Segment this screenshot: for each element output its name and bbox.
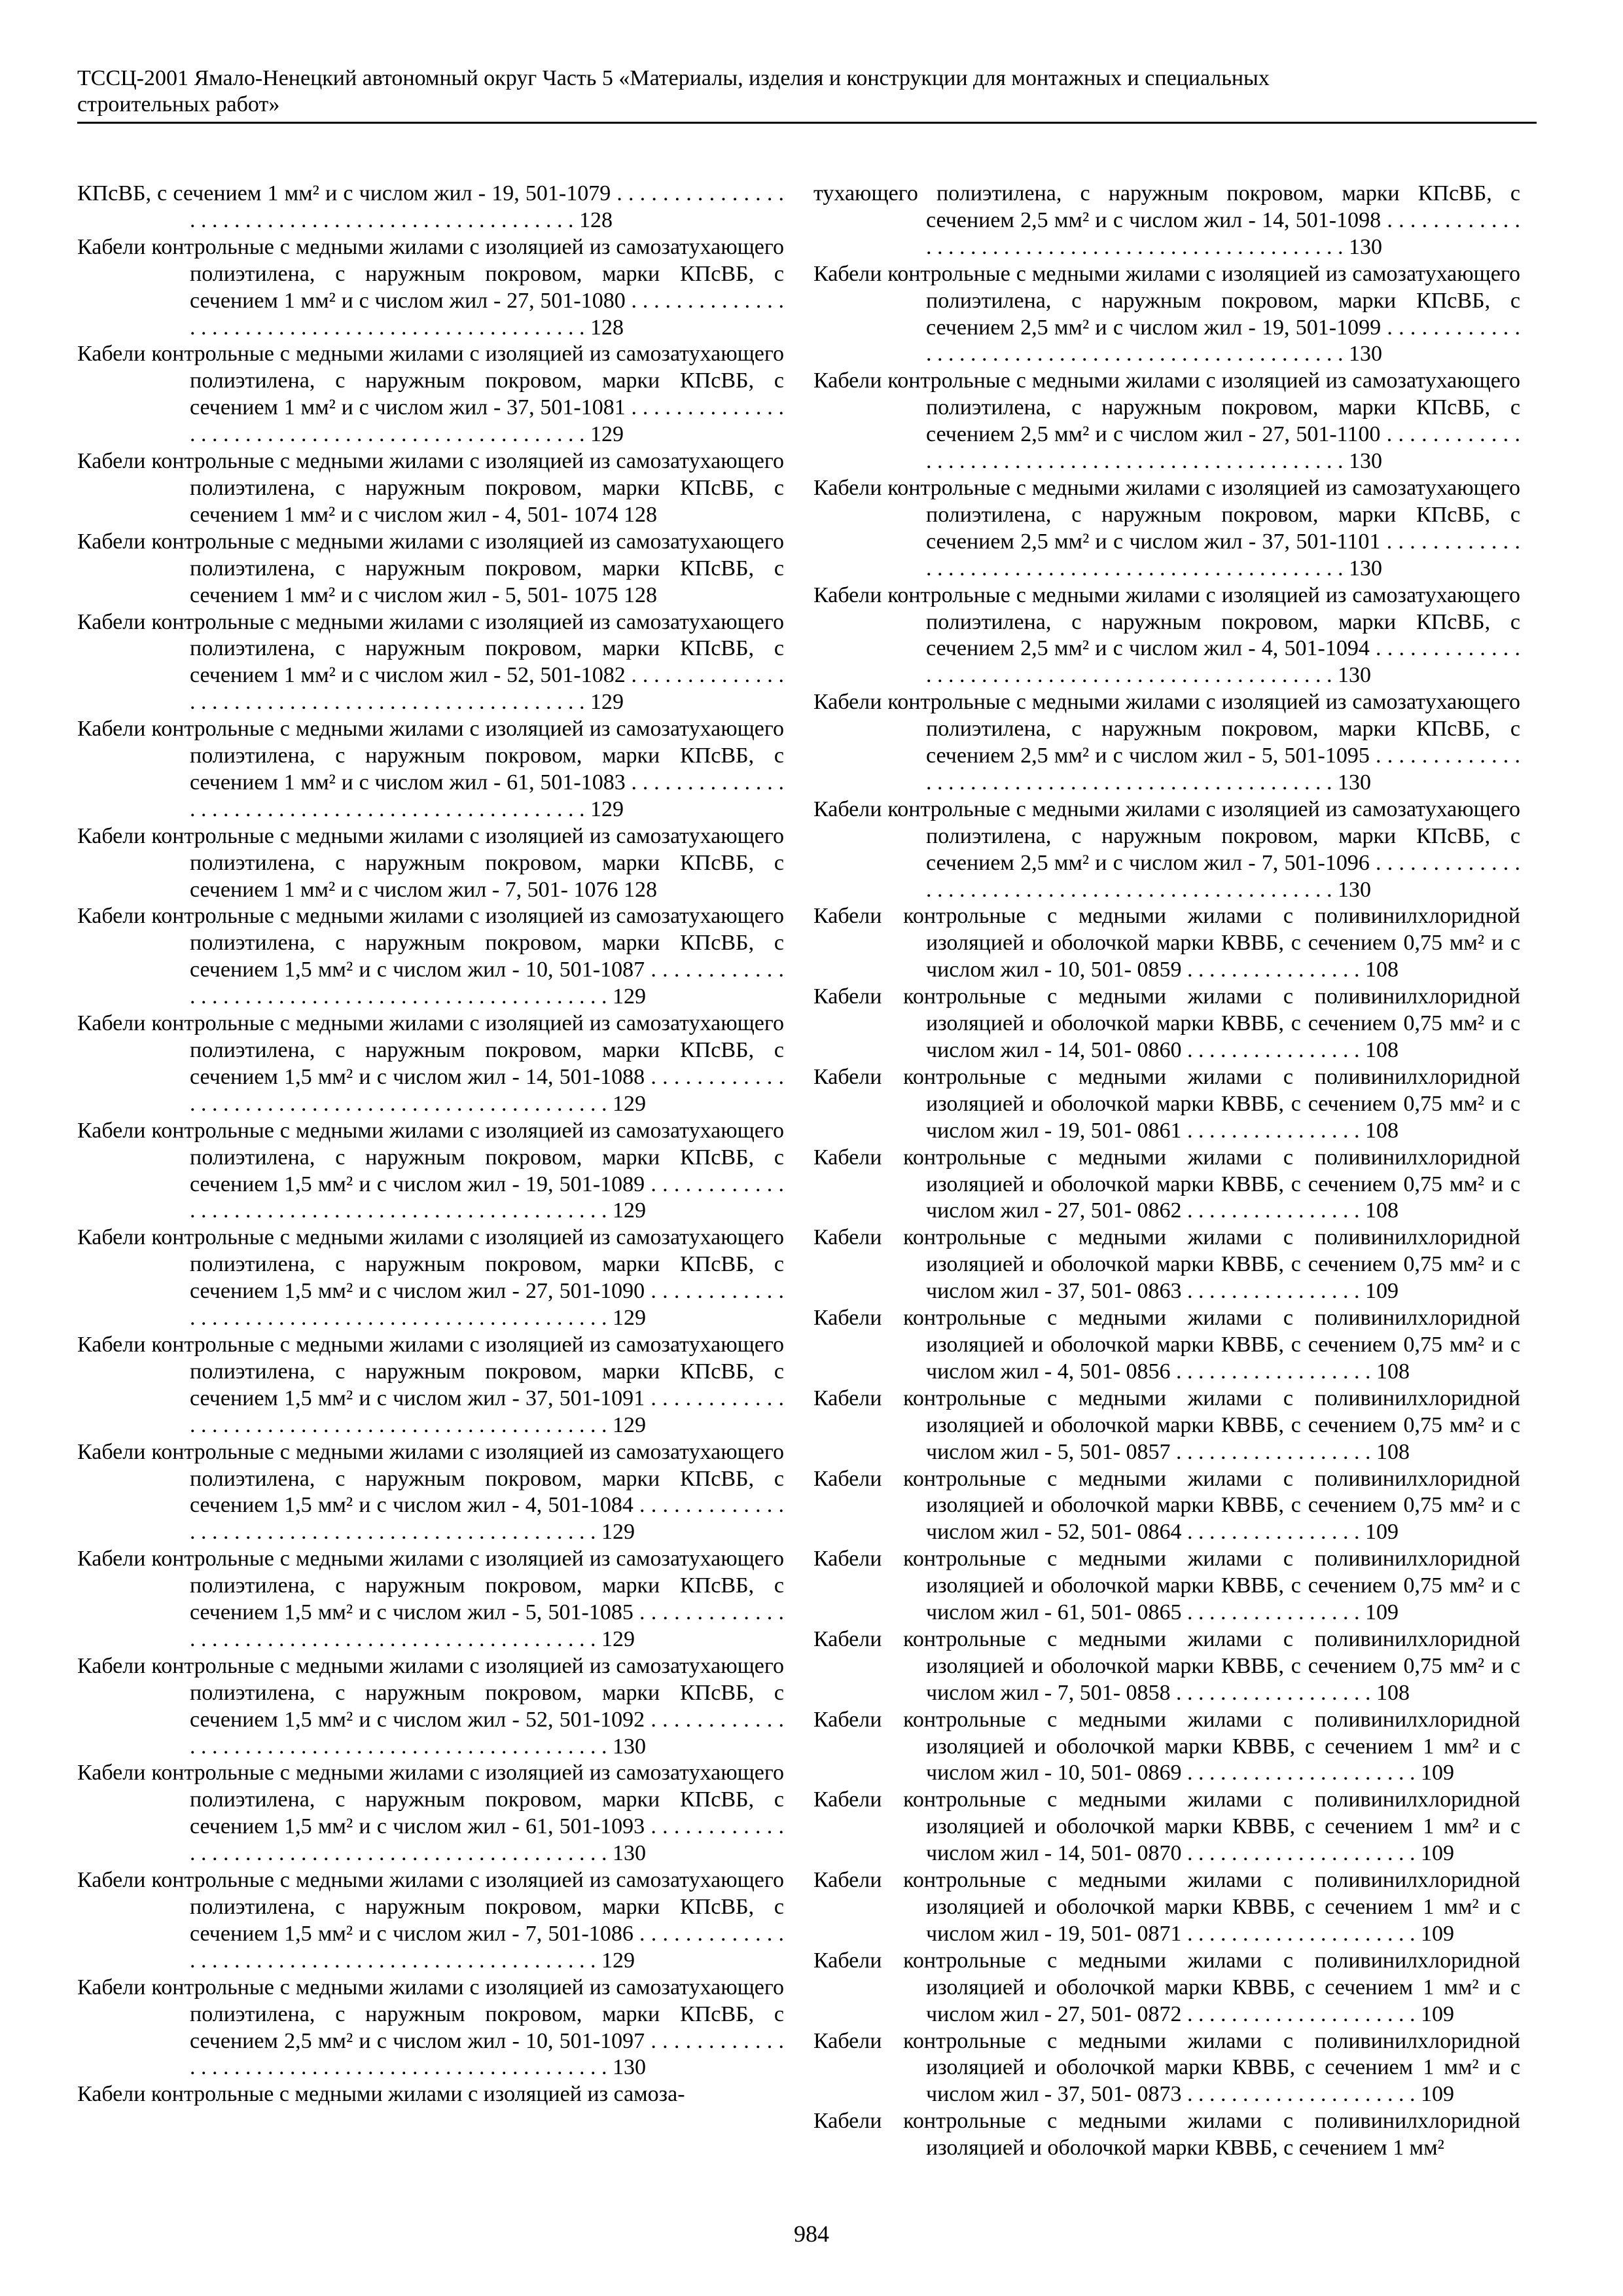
index-entry: КПсВБ, с сечением 1 мм² и с числом жил - 19, 501-1079 . . . . . . . . . . . . . . . . . . . . . . . . . . . . . . . . . . . . . . . . . . . . . . . . . . 128 [77, 181, 784, 232]
index-entry: Кабели контрольные с медными жилами с изоляцией из самозатухающего полиэтилена, с наружным покровом, марки КПсВБ, с сечением 1 мм² и с числом жил - 61, 501-1083 . . . . . . . . . . . . . . . . . . . . . . . . . . . . . . . . . . . . . . . . . . . . . . . . . . 129 [77, 717, 784, 821]
index-entry: Кабели контрольные с медными жилами с изоляцией из самоза- [77, 2082, 685, 2107]
page-number: 984 [794, 2221, 829, 2247]
index-entry: Кабели контрольные с медными жилами с изоляцией из самозатухающего полиэтилена, с наружным покровом, марки КПсВБ, с сечением 1 мм² и с числом жил - 52, 501-1082 . . . . . . . . . . . . . . . . . . . . . . . . . . . . . . . . . . . . . . . . . . . . . . . . . . 129 [77, 609, 784, 715]
running-header [77, 65, 1537, 124]
index-entry: Кабели контрольные с медными жилами с изоляцией из самозатухающего полиэтилена, с наружным покровом, марки КПсВБ, с сечением 1,5 мм² и с числом жил - 4, 501-1084 . . . . . . . . . . . . . . . . . . . . . . . . . . . . . . . . . . . . . . . . . . . . . . . . . . 129 [77, 1439, 784, 1545]
index-entry: Кабели контрольные с медными жилами с изоляцией из самозатухающего полиэтилена, с наружным покровом, марки КПсВБ, с сечением 1,5 мм² и с числом жил - 37, 501-1091 . . . . . . . . . . . . . . . . . . . . . . . . . . . . . . . . . . . . . . . . . . . . . . . . . . 129 [77, 1332, 784, 1437]
index-entry: Кабели контрольные с медными жилами с поливинилхлоридной изоляцией и оболочкой марки КВВБ, с сечением 1 мм² и с числом жил - 10, 501- 0869 . . . . . . . . . . . . . . . . . . . . . 109 [813, 1707, 1520, 1785]
index-entry: Кабели контрольные с медными жилами с изоляцией из самозатухающего полиэтилена, с наружным покровом, марки КПсВБ, с сечением 1,5 мм² и с числом жил - 27, 501-1090 . . . . . . . . . . . . . . . . . . . . . . . . . . . . . . . . . . . . . . . . . . . . . . . . . . 129 [77, 1225, 784, 1331]
index-entry: Кабели контрольные с медными жилами с изоляцией из самозатухающего полиэтилена, с наружным покровом, марки КПсВБ, с сечением 1 мм² и с числом жил - 5, 501- 1075 128 [77, 529, 784, 607]
index-column-right [813, 181, 1520, 2162]
index-entry: Кабели контрольные с медными жилами с изоляцией из самозатухающего полиэтилена, с наружным покровом, марки КПсВБ, с сечением 1,5 мм² и с числом жил - 14, 501-1088 . . . . . . . . . . . . . . . . . . . . . . . . . . . . . . . . . . . . . . . . . . . . . . . . . . 129 [77, 1011, 784, 1116]
index-entry: Кабели контрольные с медными жилами с поливинилхлоридной изоляцией и оболочкой марки КВВБ, с сечением 0,75 мм² и с числом жил - 19, 501- 0861 . . . . . . . . . . . . . . . . 108 [813, 1064, 1520, 1143]
index-entry: Кабели контрольные с медными жилами с изоляцией из самозатухающего полиэтилена, с наружным покровом, марки КПсВБ, с сечением 1,5 мм² и с числом жил - 61, 501-1093 . . . . . . . . . . . . . . . . . . . . . . . . . . . . . . . . . . . . . . . . . . . . . . . . . . 130 [77, 1761, 784, 1866]
index-entry: Кабели контрольные с медными жилами с изоляцией из самозатухающего полиэтилена, с наружным покровом, марки КПсВБ, с сечением 1 мм² и с числом жил - 7, 501- 1076 128 [77, 823, 784, 902]
header-line-1: ТССЦ-2001 Ямало-Ненецкий автономный округ Часть 5 «Материалы, изделия и конструкции для монтажных и специальных [77, 66, 1270, 90]
index-entry: Кабели контрольные с медными жилами с поливинилхлоридной изоляцией и оболочкой марки КВВБ, с сечением 0,75 мм² и с числом жил - 27, 501- 0862 . . . . . . . . . . . . . . . . 108 [813, 1145, 1520, 1223]
index-entry: Кабели контрольные с медными жилами с изоляцией из самозатухающего полиэтилена, с наружным покровом, марки КПсВБ, с сечением 1,5 мм² и с числом жил - 7, 501-1086 . . . . . . . . . . . . . . . . . . . . . . . . . . . . . . . . . . . . . . . . . . . . . . . . . . 129 [77, 1868, 784, 1973]
index-column-left [77, 181, 784, 2108]
index-entry: Кабели контрольные с медными жилами с поливинилхлоридной изоляцией и оболочкой марки КВВБ, с сечением 0,75 мм² и с числом жил - 7, 501- 0858 . . . . . . . . . . . . . . . . . . 108 [813, 1626, 1520, 1705]
index-entry: Кабели контрольные с медными жилами с изоляцией из самозатухающего полиэтилена, с наружным покровом, марки КПсВБ, с сечением 2,5 мм² и с числом жил - 7, 501-1096 . . . . . . . . . . . . . . . . . . . . . . . . . . . . . . . . . . . . . . . . . . . . . . . . . . 130 [813, 797, 1520, 902]
index-entry: Кабели контрольные с медными жилами с изоляцией из самозатухающего полиэтилена, с наружным покровом, марки КПсВБ, с сечением 2,5 мм² и с числом жил - 37, 501-1101 . . . . . . . . . . . . . . . . . . . . . . . . . . . . . . . . . . . . . . . . . . . . . . . . . . 130 [813, 475, 1520, 581]
index-entry: Кабели контрольные с медными жилами с поливинилхлоридной изоляцией и оболочкой марки КВВБ, с сечением 1 мм² и с числом жил - 14, 501- 0870 . . . . . . . . . . . . . . . . . . . . . 109 [813, 1787, 1520, 1866]
index-entry: Кабели контрольные с медными жилами с изоляцией из самозатухающего полиэтилена, с наружным покровом, марки КПсВБ, с сечением 2,5 мм² и с числом жил - 10, 501-1097 . . . . . . . . . . . . . . . . . . . . . . . . . . . . . . . . . . . . . . . . . . . . . . . . . . 130 [77, 1975, 784, 2080]
index-entry: Кабели контрольные с медными жилами с изоляцией из самозатухающего полиэтилена, с наружным покровом, марки КПсВБ, с сечением 2,5 мм² и с числом жил - 5, 501-1095 . . . . . . . . . . . . . . . . . . . . . . . . . . . . . . . . . . . . . . . . . . . . . . . . . . 130 [813, 690, 1520, 795]
index-entry: Кабели контрольные с медными жилами с изоляцией из самозатухающего полиэтилена, с наружным покровом, марки КПсВБ, с сечением 1 мм² и с числом жил - 4, 501- 1074 128 [77, 449, 784, 527]
index-entry: Кабели контрольные с медными жилами с поливинилхлоридной изоляцией и оболочкой марки КВВБ, с сечением 0,75 мм² и с числом жил - 52, 501- 0864 . . . . . . . . . . . . . . . . 109 [813, 1466, 1520, 1545]
index-entry: Кабели контрольные с медными жилами с поливинилхлоридной изоляцией и оболочкой марки КВВБ, с сечением 0,75 мм² и с числом жил - 61, 501- 0865 . . . . . . . . . . . . . . . . 109 [813, 1547, 1520, 1625]
index-entry: Кабели контрольные с медными жилами с изоляцией из самозатухающего полиэтилена, с наружным покровом, марки КПсВБ, с сечением 1,5 мм² и с числом жил - 5, 501-1085 . . . . . . . . . . . . . . . . . . . . . . . . . . . . . . . . . . . . . . . . . . . . . . . . . . 129 [77, 1547, 784, 1651]
index-entry: Кабели контрольные с медными жилами с изоляцией из самозатухающего полиэтилена, с наружным покровом, марки КПсВБ, с сечением 2,5 мм² и с числом жил - 27, 501-1100 . . . . . . . . . . . . . . . . . . . . . . . . . . . . . . . . . . . . . . . . . . . . . . . . . . 130 [813, 368, 1520, 474]
index-entry: Кабели контрольные с медными жилами с поливинилхлоридной изоляцией и оболочкой марки КВВБ, с сечением 0,75 мм² и с числом жил - 10, 501- 0859 . . . . . . . . . . . . . . . . 108 [813, 904, 1520, 982]
index-entry: Кабели контрольные с медными жилами с изоляцией из самозатухающего полиэтилена, с наружным покровом, марки КПсВБ, с сечением 1,5 мм² и с числом жил - 52, 501-1092 . . . . . . . . . . . . . . . . . . . . . . . . . . . . . . . . . . . . . . . . . . . . . . . . . . 130 [77, 1653, 784, 1759]
index-entry: тухающего полиэтилена, с наружным покровом, марки КПсВБ, с сечением 2,5 мм² и с числом жил - 14, 501-1098 . . . . . . . . . . . . . . . . . . . . . . . . . . . . . . . . . . . . . . . . . . . . . . . . . . 130 [813, 181, 1520, 259]
index-entry: Кабели контрольные с медными жилами с поливинилхлоридной изоляцией и оболочкой марки КВВБ, с сечением 0,75 мм² и с числом жил - 4, 501- 0856 . . . . . . . . . . . . . . . . . . 108 [813, 1306, 1520, 1384]
index-entry: Кабели контрольные с медными жилами с изоляцией из самозатухающего полиэтилена, с наружным покровом, марки КПсВБ, с сечением 1 мм² и с числом жил - 37, 501-1081 . . . . . . . . . . . . . . . . . . . . . . . . . . . . . . . . . . . . . . . . . . . . . . . . . . 129 [77, 342, 784, 447]
header-line-2: строительных работ» [77, 92, 280, 117]
index-entry: Кабели контрольные с медными жилами с поливинилхлоридной изоляцией и оболочкой марки КВВБ, с сечением 1 мм² и с числом жил - 37, 501- 0873 . . . . . . . . . . . . . . . . . . . . . 109 [813, 2028, 1520, 2107]
index-entry: Кабели контрольные с медными жилами с изоляцией из самозатухающего полиэтилена, с наружным покровом, марки КПсВБ, с сечением 1 мм² и с числом жил - 27, 501-1080 . . . . . . . . . . . . . . . . . . . . . . . . . . . . . . . . . . . . . . . . . . . . . . . . . . 128 [77, 234, 784, 340]
index-entry: Кабели контрольные с медными жилами с изоляцией из самозатухающего полиэтилена, с наружным покровом, марки КПсВБ, с сечением 2,5 мм² и с числом жил - 19, 501-1099 . . . . . . . . . . . . . . . . . . . . . . . . . . . . . . . . . . . . . . . . . . . . . . . . . . 130 [813, 261, 1520, 367]
index-entry: Кабели контрольные с медными жилами с поливинилхлоридной изоляцией и оболочкой марки КВВБ, с сечением 0,75 мм² и с числом жил - 37, 501- 0863 . . . . . . . . . . . . . . . . 109 [813, 1225, 1520, 1304]
index-entry: Кабели контрольные с медными жилами с поливинилхлоридной изоляцией и оболочкой марки КВВБ, с сечением 0,75 мм² и с числом жил - 5, 501- 0857 . . . . . . . . . . . . . . . . . . 108 [813, 1386, 1520, 1464]
index-entry: Кабели контрольные с медными жилами с изоляцией из самозатухающего полиэтилена, с наружным покровом, марки КПсВБ, с сечением 2,5 мм² и с числом жил - 4, 501-1094 . . . . . . . . . . . . . . . . . . . . . . . . . . . . . . . . . . . . . . . . . . . . . . . . . . 130 [813, 583, 1520, 688]
index-entry: Кабели контрольные с медными жилами с поливинилхлоридной изоляцией и оболочкой марки КВВБ, с сечением 0,75 мм² и с числом жил - 14, 501- 0860 . . . . . . . . . . . . . . . . 108 [813, 984, 1520, 1062]
index-entry: Кабели контрольные с медными жилами с поливинилхлоридной изоляцией и оболочкой марки КВВБ, с сечением 1 мм² и с числом жил - 27, 501- 0872 . . . . . . . . . . . . . . . . . . . . . 109 [813, 1948, 1520, 2026]
index-entry: Кабели контрольные с медными жилами с поливинилхлоридной изоляцией и оболочкой марки КВВБ, с сечением 1 мм² [813, 2109, 1520, 2161]
index-entry: Кабели контрольные с медными жилами с поливинилхлоридной изоляцией и оболочкой марки КВВБ, с сечением 1 мм² и с числом жил - 19, 501- 0871 . . . . . . . . . . . . . . . . . . . . . 109 [813, 1868, 1520, 1946]
index-entry: Кабели контрольные с медными жилами с изоляцией из самозатухающего полиэтилена, с наружным покровом, марки КПсВБ, с сечением 1,5 мм² и с числом жил - 10, 501-1087 . . . . . . . . . . . . . . . . . . . . . . . . . . . . . . . . . . . . . . . . . . . . . . . . . . 129 [77, 904, 784, 1009]
index-entry: Кабели контрольные с медными жилами с изоляцией из самозатухающего полиэтилена, с наружным покровом, марки КПсВБ, с сечением 1,5 мм² и с числом жил - 19, 501-1089 . . . . . . . . . . . . . . . . . . . . . . . . . . . . . . . . . . . . . . . . . . . . . . . . . . 129 [77, 1118, 784, 1223]
